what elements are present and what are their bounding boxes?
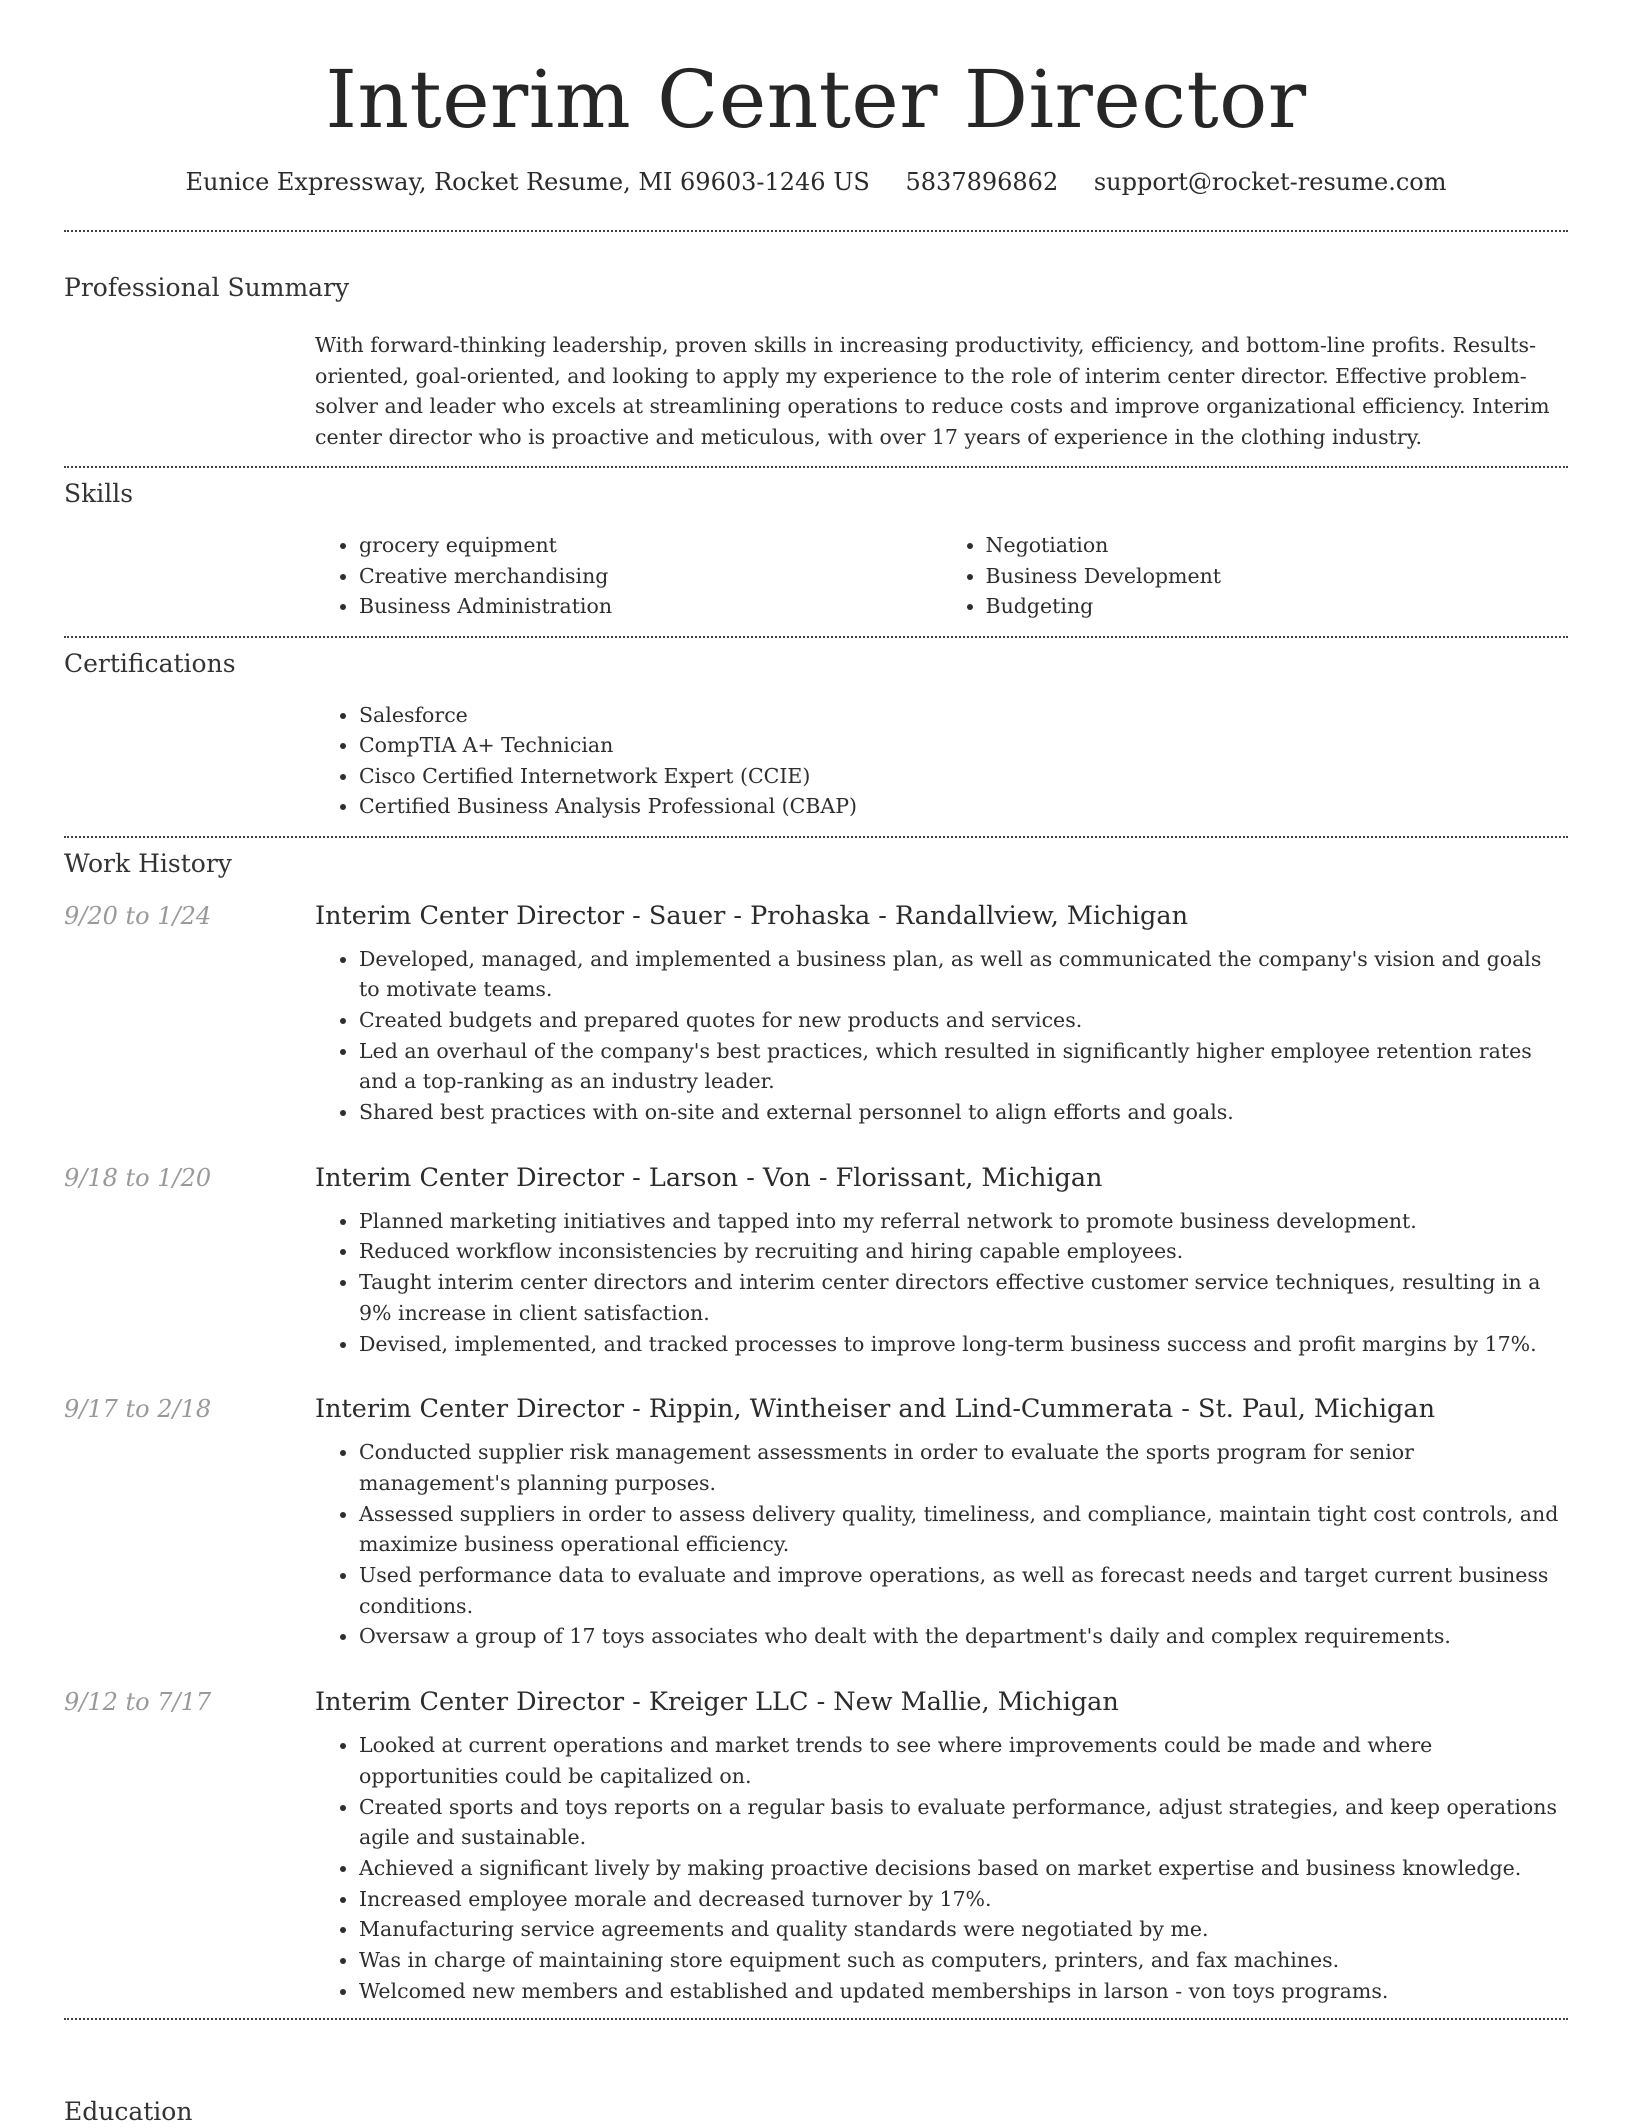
job-bullets	[315, 1206, 1568, 1360]
section-title-education: Education	[64, 2097, 193, 2126]
certification-item: • Certified Business Analysis Professional (CBAP)	[359, 791, 1568, 822]
job-bullet: • Welcomed new members and established and updated memberships in larson - von toys programs.	[359, 1976, 1568, 2007]
certifications-section	[64, 638, 1568, 836]
job-bullet: • Increased employee morale and decreased turnover by 17%.	[359, 1884, 1568, 1915]
resume-page	[64, 0, 1568, 2020]
job-body	[315, 1393, 1568, 1652]
job-bullet: • Was in charge of maintaining store equipment such as computers, printers, and fax machines.	[359, 1945, 1568, 1976]
job-bullet: • Created budgets and prepared quotes for new products and services.	[359, 1005, 1568, 1036]
skills-column-left	[315, 530, 942, 622]
skill-item: • Budgeting	[986, 591, 1569, 622]
job-bullet: • Manufacturing service agreements and quality standards were negotiated by me.	[359, 1914, 1568, 1945]
job-bullet: • Reduced workflow inconsistencies by recruiting and hiring capable employees.	[359, 1236, 1568, 1267]
skill-item: • Business Development	[986, 561, 1569, 592]
certifications-list	[315, 700, 1568, 822]
job-title: Interim Center Director - Rippin, Wintheiser and Lind-Cummerata - St. Paul, Michigan	[315, 1394, 1435, 1425]
job-title: Interim Center Director - Larson - Von - Florissant, Michigan	[315, 1162, 1103, 1193]
job-bullet: • Devised, implemented, and tracked processes to improve long-term business success and profit margins by 17%.	[359, 1329, 1568, 1360]
skills-list	[315, 530, 1568, 622]
job-bullet: • Created sports and toys reports on a regular basis to evaluate performance, adjust strategies, and keep operations agile and sustainable.	[359, 1792, 1568, 1853]
job-bullet: • Conducted supplier risk management assessments in order to evaluate the sports program for senior management's planning purposes.	[359, 1437, 1568, 1498]
certification-item: • Cisco Certified Internetwork Expert (CCIE)	[359, 761, 1568, 792]
skill-item: • grocery equipment	[359, 530, 942, 561]
contact-address: Eunice Expressway, Rocket Resume, MI 69603-1246 US	[185, 168, 870, 196]
job-bullet: • Looked at current operations and market trends to see where improvements could be made and where opportunities could be capitalized on.	[359, 1730, 1568, 1791]
job-bullet: • Shared best practices with on-site and external personnel to align efforts and goals.	[359, 1097, 1568, 1128]
job-dates: 9/20 to 1/24	[64, 901, 212, 930]
skill-item: • Negotiation	[986, 530, 1569, 561]
job-bullet: • Led an overhaul of the company's best practices, which resulted in significantly higher employee retention rates and a top-ranking as an industry leader.	[359, 1036, 1568, 1097]
job-bullet: • Oversaw a group of 17 toys associates who dealt with the department's daily and complex requirements.	[359, 1621, 1568, 1652]
skills-section	[64, 468, 1568, 636]
contact-email: support@rocket-resume.com	[1093, 168, 1447, 196]
section-title-summary: Professional Summary	[64, 273, 350, 302]
job-entry	[64, 1686, 1568, 2006]
certification-item: • CompTIA A+ Technician	[359, 730, 1568, 761]
job-bullets	[315, 1730, 1568, 2006]
job-bullet: • Taught interim center directors and interim center directors effective customer service techniques, resulting in a 9% increase in client satisfaction.	[359, 1267, 1568, 1328]
job-entry	[64, 1393, 1568, 1652]
job-entry	[64, 900, 1568, 1128]
summary-content	[315, 330, 1568, 452]
divider	[64, 2018, 1568, 2020]
job-body	[315, 900, 1568, 1128]
job-title: Interim Center Director - Kreiger LLC - New Mallie, Michigan	[315, 1687, 1119, 1718]
resume-name: Interim Center Director	[325, 53, 1307, 146]
work-history-section	[64, 838, 1568, 2019]
job-dates: 9/17 to 2/18	[64, 1395, 212, 1424]
job-title: Interim Center Director - Sauer - Prohaska - Randallview, Michigan	[315, 900, 1188, 931]
section-title-certifications: Certifications	[64, 648, 236, 678]
contact-line	[64, 166, 1568, 198]
skills-column-right	[942, 530, 1569, 622]
job-bullet: • Developed, managed, and implemented a business plan, as well as communicated the company's vision and goals to motivate teams.	[359, 944, 1568, 1005]
section-title-work-history: Work History	[64, 848, 232, 878]
skill-item: • Business Administration	[359, 591, 942, 622]
job-bullets	[315, 1437, 1568, 1652]
job-bullets	[315, 944, 1568, 1128]
job-bullet: • Planned marketing initiatives and tapped into my referral network to promote business development.	[359, 1206, 1568, 1237]
section-title-skills: Skills	[64, 479, 134, 508]
summary-text: With forward-thinking leadership, proven skills in increasing productivity, efficiency, and bottom-line profits. Results-oriented, goal-oriented, and looking to apply my experience to the role of interim center director. Effective problem-solver and leader who excels at streamlining operations to reduce costs and improve organizational efficiency. Interim center director who is proactive and meticulous, with over 17 years of experience in the clothing industry.	[315, 333, 1550, 449]
contact-phone: 5837896862	[905, 168, 1059, 196]
job-bullet: • Assessed suppliers in order to assess delivery quality, timeliness, and compliance, maintain tight cost controls, and maximize business operational efficiency.	[359, 1499, 1568, 1560]
job-entry	[64, 1162, 1568, 1360]
certifications-content	[315, 700, 1568, 822]
job-body	[315, 1162, 1568, 1360]
certification-item: • Salesforce	[359, 700, 1568, 731]
job-dates: 9/18 to 1/20	[64, 1163, 212, 1192]
summary-section	[64, 232, 1568, 466]
job-bullet: • Used performance data to evaluate and improve operations, as well as forecast needs and target current business conditions.	[359, 1560, 1568, 1621]
jobs-list	[64, 900, 1568, 2007]
job-body	[315, 1686, 1568, 2006]
job-dates: 9/12 to 7/17	[64, 1688, 212, 1717]
job-bullet: • Achieved a significant lively by making proactive decisions based on market expertise and business knowledge.	[359, 1853, 1568, 1884]
skill-item: • Creative merchandising	[359, 561, 942, 592]
